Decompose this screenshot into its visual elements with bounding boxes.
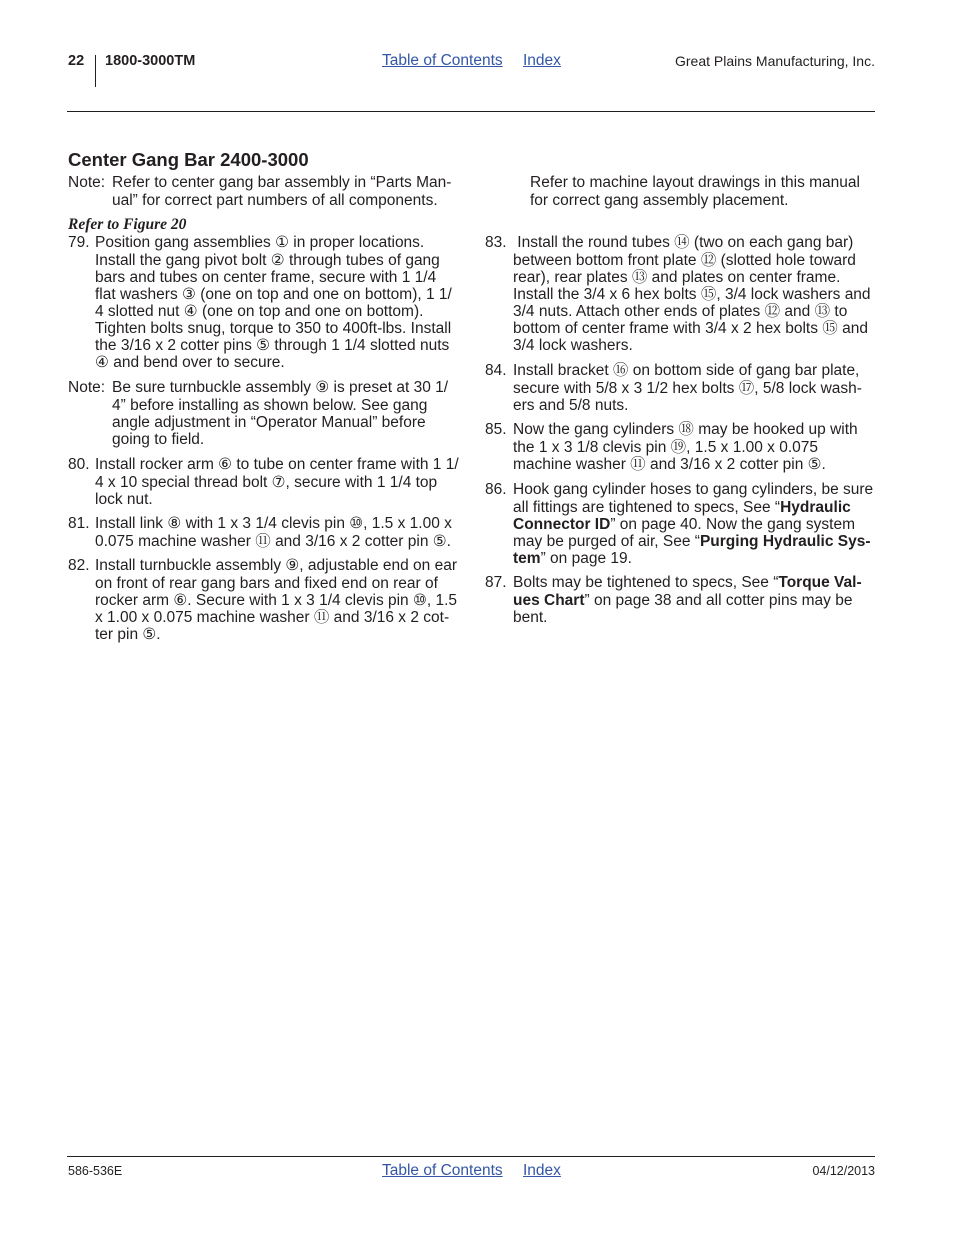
document-id: 1800-3000TM xyxy=(105,53,196,69)
step-number: 84. xyxy=(485,362,507,380)
note-label: Note: xyxy=(68,379,106,397)
step-text: Install the round tubes ⑭ (two on each gang bar) between bottom front plate ⑫ (slotted hole toward rear), rear plates ⑬ and plates on center frame. Install the 3/4 x 6 hex bolts ⑮, 3/4 lock washers and 3/4 nuts. Attach other ends of plates ⑫ and ⑬ to bottom of center frame with 3/4 x 2 hex bolts ⑮ and 3/4 lock washers. xyxy=(513,234,871,355)
step-text: Install bracket ⑯ on bottom side of gang bar plate, secure with 5/8 x 3 1/2 hex bolts ⑰, 5/8 lock wash- ers and 5/8 nuts. xyxy=(513,362,862,414)
note-turnbuckle-preset xyxy=(68,379,468,448)
step-text-segment: ” on page 19. xyxy=(540,550,632,568)
company-name: Great Plains Manufacturing, Inc. xyxy=(675,53,875,69)
step-number: 81. xyxy=(68,515,90,533)
footer-index-link[interactable]: Index xyxy=(523,1162,561,1179)
purging-hydraulic-system-reference: Purging Hydraulic Sys- tem xyxy=(513,532,871,568)
page-number: 22 xyxy=(68,53,85,69)
step-text-segment: ” on page 40. Now the gang system may be purged of air, See “ xyxy=(513,515,856,550)
step-number: 87. xyxy=(485,574,507,592)
step-85 xyxy=(485,421,885,473)
step-text-segment: Hook gang cylinder hoses to gang cylinders, be sure all fittings are tightened to specs, See “ xyxy=(513,481,874,516)
step-84 xyxy=(485,362,885,414)
header-rule xyxy=(67,111,875,112)
step-text: Install link ⑧ with 1 x 3 1/4 clevis pin ⑩, 1.5 x 1.00 x 0.075 machine washer ⑪ and 3/16 x 2 cotter pin ⑤. xyxy=(95,515,452,550)
step-number: 79. xyxy=(68,234,90,252)
step-82 xyxy=(68,557,468,644)
step-87 xyxy=(485,574,885,626)
note-text: Refer to center gang bar assembly in “Parts Man- ual” for correct part numbers of all components. xyxy=(112,174,452,209)
step-number: 82. xyxy=(68,557,90,575)
header-table-of-contents-link[interactable]: Table of Contents xyxy=(382,52,503,69)
step-text: Install turnbuckle assembly ⑨, adjustable end on ear on front of rear gang bars and fixed end on rear of rocker arm ⑥. Secure with 1 x 3 1/4 clevis pin ⑩, 1.5 x 1.00 x 0.075 machine washer ⑪ and 3/16 x 2 cot- ter pin ⑤. xyxy=(95,557,458,644)
step-number: 80. xyxy=(68,456,90,474)
layout-drawings-note: Refer to machine layout drawings in this manual for correct gang assembly placement. xyxy=(530,174,860,209)
footer-table-of-contents-link[interactable]: Table of Contents xyxy=(382,1162,503,1179)
header-index-link[interactable]: Index xyxy=(523,52,561,69)
step-text: Position gang assemblies ① in proper locations. Install the gang pivot bolt ② through tubes of gang bars and tubes on center frame, secure with 1 1/4 flat washers ③ (one on top and one on bottom), 1 1/ 4 slotted nut ④ (one on top and one on bottom). Tighten bolts snug, torque to 350 to 400ft-lbs. Install the 3/16 x 2 cotter pins ⑤ through 1 1/4 slotted nuts ④ and bend over to secure. xyxy=(95,234,452,372)
header-divider xyxy=(95,55,96,87)
document-code: 586-536E xyxy=(68,1164,123,1178)
step-text-segment: Bolts may be tightened to specs, See “ xyxy=(513,574,779,592)
step-text xyxy=(513,574,862,625)
step-number: 86. xyxy=(485,481,507,499)
step-86 xyxy=(485,481,885,568)
step-80 xyxy=(68,456,468,508)
hydraulic-connector-id-reference: Hydraulic Connector ID xyxy=(513,498,851,533)
step-79 xyxy=(68,234,468,372)
step-81 xyxy=(68,515,468,550)
publication-date: 04/12/2013 xyxy=(812,1164,875,1178)
step-83 xyxy=(485,234,885,355)
step-text-segment: ” on page 38 and all cotter pins may be bent. xyxy=(513,591,853,626)
note-parts-manual xyxy=(68,174,468,209)
step-text: Now the gang cylinders ⑱ may be hooked up with the 1 x 3 1/8 clevis pin ⑲, 1.5 x 1.00 x 0.075 machine washer ⑪ and 3/16 x 2 cotter pin ⑤. xyxy=(513,421,858,473)
step-number: 83. xyxy=(485,234,507,252)
note-label: Note: xyxy=(68,174,106,192)
footer-rule xyxy=(67,1156,875,1157)
step-number: 85. xyxy=(485,421,507,439)
figure-reference: Refer to Figure 20 xyxy=(68,216,187,234)
torque-values-chart-reference: Torque Val- ues Chart xyxy=(513,574,862,609)
step-text xyxy=(513,481,873,567)
section-title: Center Gang Bar 2400-3000 xyxy=(68,149,309,170)
step-text: Install rocker arm ⑥ to tube on center frame with 1 1/ 4 x 10 special thread bolt ⑦, secure with 1 1/4 top lock nut. xyxy=(95,456,459,508)
note-text: Be sure turnbuckle assembly ⑨ is preset at 30 1/ 4” before installing as shown below. See gang angle adjustment in “Operator Manual” before going to field. xyxy=(112,379,449,448)
